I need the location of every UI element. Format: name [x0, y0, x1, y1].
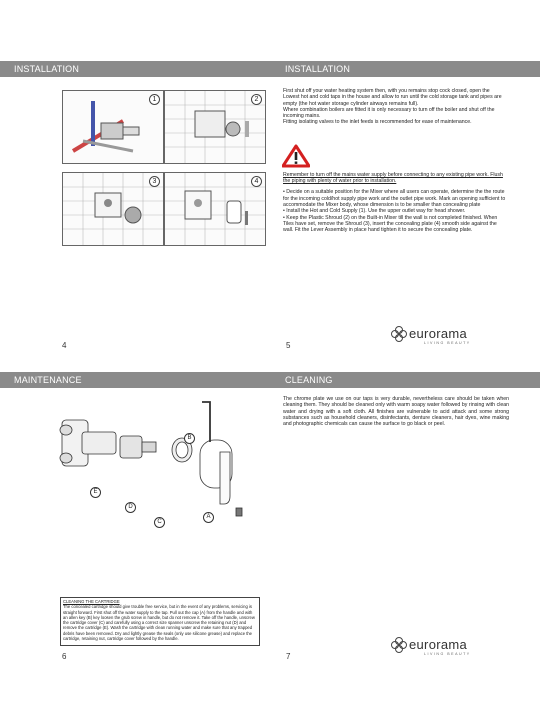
concealing-plate-illustration	[165, 173, 265, 245]
page-number: 5	[286, 341, 291, 350]
callout-c: C	[154, 517, 165, 528]
eurorama-logo-icon	[390, 636, 408, 654]
figure-3: 3	[62, 172, 164, 246]
warning-text: Remember to turn off the mains water supply before connecting to any existing pipe work. Flush the piping with plenty of water prior to installation.	[283, 171, 503, 185]
cartridge-cleaning-box: CLEANING THE CARTRIDGE The concealed cartridge should give trouble free service, but in the event of any problems, servicing is straight forward. First shut off the water supply to the tap. Pull out the cap (A) from the handle and with an allen key (B) key loosen the grub screw in handle, but do not remove it. Take off the handle, unscrew the cartridge cover (C) and carefully using a correct size spanner unscrew the retaining nut (D) and remove the cartridge (E). Wash the cartridge with clean running water and make sure that any trapped debris have been removed. Dry and lightly grease the seals (only use silicone grease) and replace the cartridge, retaining nut, cartridge cover followed by the handle.	[60, 597, 260, 646]
figure-4: 4	[164, 172, 266, 246]
page-number: 6	[62, 652, 67, 661]
page-number: 7	[286, 652, 291, 661]
section-header: MAINTENANCE	[0, 372, 270, 388]
pipe-connection-illustration	[63, 91, 163, 163]
warning-triangle-icon	[282, 144, 310, 168]
callout-a: A	[203, 512, 214, 523]
figure-2: 2	[164, 90, 266, 164]
callout-e: E	[90, 487, 101, 498]
section-header: INSTALLATION	[270, 61, 540, 77]
eurorama-logo-icon	[390, 325, 408, 343]
wall-tiles-shroud-illustration	[165, 91, 265, 163]
page-7: CLEANING The chrome plate we use on our taps is very durable, nevertheless care should be taken when cleaning them. They should be cleaned only with warm soapy water followed by rinsing with clean water and drying with a soft cloth. All finishes are vulnerable to acid attack and some strong substances such as household cleaners, disinfectants, denture cleaners, hair dyes, wine making and photographic chemicals can cause the surface to go black or peel. eurorama LIVING BEAUTY 7	[270, 360, 540, 720]
page-number: 4	[62, 341, 67, 350]
cleaning-text: The chrome plate we use on our taps is very durable, nevertheless care should be taken when cleaning them. They should be cleaned only with warm soapy water followed by rinsing with clean water and drying with a soft cloth. All finishes are vulnerable to acid attack and some strong substances such as household cleaners, disinfectants, denture cleaners, hair dyes, wine making and photographic chemicals can cause the surface to go black or peel.	[283, 396, 509, 428]
installation-text: First shut off your water heating system then, with you remains stop cock closed, open the Lowest hot and cold taps in the house and allow to run until the cold storage tank and pipes are empty (the hot water storage cylinder airways remains full). Where combination boilers are fitted it is only necessary to turn off the boiler and shut off the incoming mains. Fitting isolating valves to the inlet feeds is recommended for ease of maintenance. Remember to turn off the mains water supply before connecting to any existing pipe work. Flush the piping with plenty of water prior to installation. • Decide on a suitable position for the Mixer where all users can operate, determine the the route for the incoming cold/hot supply pipe work and the outlet pipe work. Mark an opening sufficient to accommodate the Mixer body, whose dimension is to be smaller than concealing plate • Install the Hot and Cold Supply (1). Use the upper outlet way for head shower. • Keep the Plastic Shroud (2) on the Built-in Mixer till the wall is not completed finished. When Tiles have set, remove the Shroud (3), insert the concealing plate (4) smooth side against the wall. Fit the Lever Assembly in place hand tighten it to secure the concealing plate.	[283, 88, 506, 234]
exploded-view-diagram	[52, 400, 252, 580]
callout-b: B	[184, 433, 195, 444]
shroud-removal-illustration	[63, 173, 163, 245]
section-header: INSTALLATION	[0, 61, 270, 77]
figure-1: 1	[62, 90, 164, 164]
page-6	[0, 360, 270, 720]
page-4	[0, 0, 270, 360]
callout-d: D	[125, 502, 136, 513]
page-5: INSTALLATION First shut off your water heating system then, with you remains stop cock closed, open the Lowest hot and cold taps in the house and allow to run until the cold storage tank and pipes are empty (the hot water storage cylinder airways remains full). Where combination boilers are fitted it is only necessary to turn off the boiler and shut off the incoming mains. Fitting isolating valves to the inlet feeds is recommended for ease of maintenance. Remember to turn off the mains water supply before connecting to any existing pipe work. Flush the piping with plenty of water prior to installation. • Decide on a suitable position for the Mixer where all users can operate, determine the the route for the incoming cold/hot supply pipe work and the outlet pipe work. Mark an opening sufficient to accommodate the Mixer body, whose dimension is to be smaller than concealing plate • Install the Hot and Cold Supply (1). Use the upper outlet way for head shower. • Keep the Plastic Shroud (2) on the Built-in Mixer till the wall is not completed finished. When Tiles have set, remove the Shroud (3), insert the concealing plate (4) smooth side against the wall. Fit the Lever Assembly in place hand tighten it to secure the concealing plate. eurorama LIVING BEAUTY 5	[270, 0, 540, 360]
section-header: CLEANING	[270, 372, 540, 388]
